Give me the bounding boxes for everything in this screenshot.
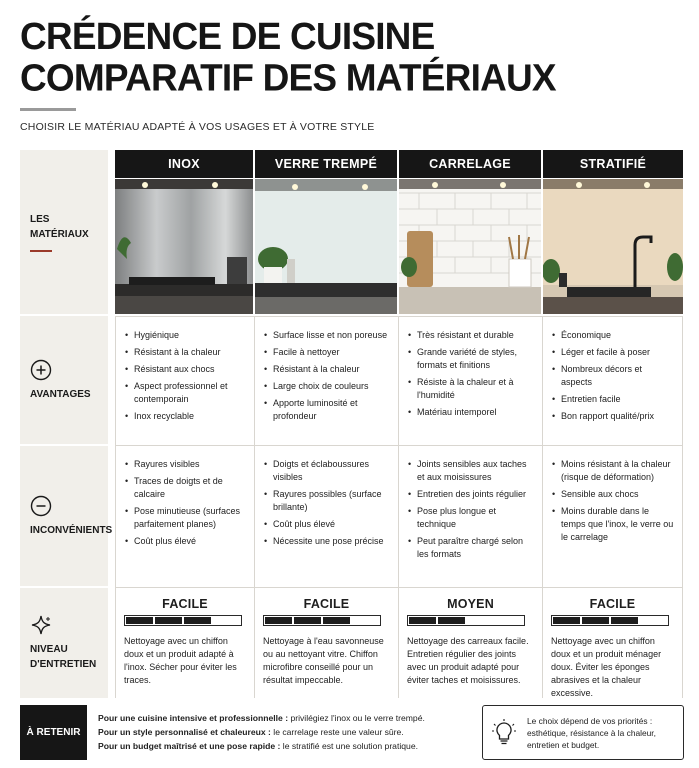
tip-line-bold: Pour un budget maîtrisé et une pose rapide : <box>98 741 281 751</box>
maintenance-cell-carrelage <box>399 588 543 698</box>
comparison-table <box>20 150 683 698</box>
disadvantages-list <box>124 458 246 548</box>
bar-segment <box>582 617 609 624</box>
page-title <box>20 15 680 99</box>
row-label-maintenance-line2: D'ENTRETIEN <box>30 659 97 670</box>
list-item: • Entretien facile <box>551 393 674 406</box>
list-item: • Sensible aux chocs <box>551 488 674 501</box>
maintenance-level: MOYEN <box>447 597 494 611</box>
retain-label: À RETENIR <box>20 705 87 760</box>
row-label-maintenance-line1: NIVEAU <box>30 644 68 655</box>
row-label-maintenance <box>20 588 108 698</box>
tip-text: Le choix dépend de vos priorités : esthétique, résistance à la chaleur, entretien et budget. <box>527 715 656 750</box>
list-item: • Grande variété de styles, formats et finitions <box>407 346 534 372</box>
list-item: • Très résistant et durable <box>407 329 534 342</box>
bar-segment <box>438 617 465 624</box>
column-header-stratifie: STRATIFIÉ <box>543 150 683 178</box>
list-item: • Traces de doigts et de calcaire <box>124 475 246 501</box>
list-item: • Résiste à la chaleur et à l'humidité <box>407 376 534 402</box>
plus-circle-icon <box>30 359 52 381</box>
tip-line-text: le carrelage reste une valeur sûre. <box>270 727 404 737</box>
advantages-cell-inox <box>115 316 255 446</box>
photo-inox <box>115 179 253 314</box>
tip-box <box>482 705 684 760</box>
tip-line-text: privilégiez l'inox ou le verre trempé. <box>288 713 425 723</box>
tip-line <box>98 711 478 725</box>
list-item: • Rayures possibles (surface brillante) <box>263 488 390 514</box>
maintenance-description: Nettoyage avec un chiffon doux et un produit adapté à l'inox. Sécher pour éviter les traces. <box>124 636 237 685</box>
maintenance-description: Nettoyage des carreaux facile. Entretien régulier des joints avec un produit adapté pour éviter taches et moisissures. <box>407 636 529 685</box>
retain-tips <box>98 711 478 753</box>
disadvantages-list <box>263 458 390 548</box>
row-label-disadvantages <box>20 446 113 586</box>
row-label-materials-line1: LES <box>30 214 50 225</box>
disadvantages-cell-verre <box>255 446 399 588</box>
advantages-cell-verre <box>255 316 399 446</box>
list-item: • Apporte luminosité et profondeur <box>263 397 390 423</box>
list-item: • Bon rapport qualité/prix <box>551 410 674 423</box>
title-line-2: COMPARATIF DES MATÉRIAUX <box>20 57 556 99</box>
list-item: • Inox recyclable <box>124 410 246 423</box>
list-item: • Aspect professionnel et contemporain <box>124 380 246 406</box>
disadvantages-cell-stratifie <box>543 446 683 588</box>
bar-segment <box>213 617 240 624</box>
advantages-list <box>407 329 534 419</box>
list-item: • Moins résistant à la chaleur (risque de déformation) <box>551 458 674 484</box>
bar-segment <box>184 617 211 624</box>
list-item: • Résistant aux chocs <box>124 363 246 376</box>
disadvantages-cell-inox <box>115 446 255 588</box>
advantages-cell-carrelage <box>399 316 543 446</box>
tip-line-bold: Pour un style personnalisé et chaleureux : <box>98 727 271 737</box>
maintenance-cell-verre <box>255 588 399 698</box>
list-item: • Nécessite une pose précise <box>263 535 390 548</box>
bar-segment <box>352 617 379 624</box>
photo-stratifie <box>543 179 683 314</box>
list-item: • Peut paraître chargé selon les formats <box>407 535 534 561</box>
list-item: • Pose plus longue et technique <box>407 505 534 531</box>
list-item: • Surface lisse et non poreuse <box>263 329 390 342</box>
list-item: • Coût plus élevé <box>263 518 390 531</box>
maintenance-level: FACILE <box>589 597 636 611</box>
list-item: • Doigts et éclaboussures visibles <box>263 458 390 484</box>
row-label-advantages <box>20 316 108 444</box>
row-label-materials <box>20 150 108 314</box>
disadvantages-list <box>551 458 674 544</box>
title-line-1: CRÉDENCE DE CUISINE <box>20 15 435 57</box>
bar-segment <box>155 617 182 624</box>
tip-line-text: le stratifié est une solution pratique. <box>280 741 418 751</box>
disadvantages-list <box>407 458 534 561</box>
advantages-list <box>263 329 390 423</box>
list-item: • Résistant à la chaleur <box>124 346 246 359</box>
title-divider <box>20 108 76 111</box>
bar-segment <box>409 617 436 624</box>
bar-segment <box>265 617 292 624</box>
maintenance-description: Nettoyage à l'eau savonneuse ou au nettoyant vitre. Chiffon microfibre conseillé pour un résultat impeccable. <box>263 636 384 685</box>
maintenance-level: FACILE <box>162 597 208 611</box>
list-item: • Matériau intemporel <box>407 406 534 419</box>
tip-line <box>98 725 478 739</box>
column-header-verre: VERRE TREMPÉ <box>255 150 397 178</box>
advantages-list <box>551 329 674 423</box>
maintenance-cell-stratifie <box>543 588 683 698</box>
list-item: • Pose minutieuse (surfaces parfaitement planes) <box>124 505 246 531</box>
subtitle: CHOISIR LE MATÉRIAU ADAPTÉ À VOS USAGES ET À VOTRE STYLE <box>20 121 375 133</box>
list-item: • Moins durable dans le temps que l'inox, le verre ou le carrelage <box>551 505 674 544</box>
maintenance-description: Nettoyage avec un chiffon doux et un produit ménager doux. Éviter les éponges abrasives et la chaleur excessive. <box>551 636 662 698</box>
accent-underline <box>30 250 52 252</box>
list-item: • Rayures visibles <box>124 458 246 471</box>
list-item: • Résistant à la chaleur <box>263 363 390 376</box>
row-label-materials-line2: MATÉRIAUX <box>30 229 89 240</box>
disadvantages-cell-carrelage <box>399 446 543 588</box>
row-label-disadvantages-text: INCONVÉNIENTS <box>30 524 113 536</box>
tip-line-bold: Pour une cuisine intensive et professionnelle : <box>98 713 289 723</box>
row-label-advantages-text: AVANTAGES <box>30 388 91 400</box>
bar-segment <box>467 617 494 624</box>
photo-verre <box>255 179 397 314</box>
maintenance-level-bar <box>407 615 525 626</box>
maintenance-level-bar <box>551 615 669 626</box>
list-item: • Hygiénique <box>124 329 246 342</box>
list-item: • Coût plus élevé <box>124 535 246 548</box>
column-header-inox: INOX <box>115 150 253 178</box>
list-item: • Large choix de couleurs <box>263 380 390 393</box>
list-item: • Entretien des joints régulier <box>407 488 534 501</box>
bar-segment <box>640 617 667 624</box>
maintenance-level-bar <box>263 615 381 626</box>
list-item: • Joints sensibles aux taches et aux moisissures <box>407 458 534 484</box>
advantages-cell-stratifie <box>543 316 683 446</box>
list-item: • Nombreux décors et aspects <box>551 363 674 389</box>
maintenance-level-bar <box>124 615 242 626</box>
maintenance-cell-inox <box>115 588 255 698</box>
column-header-carrelage: CARRELAGE <box>399 150 541 178</box>
tip-line <box>98 739 478 753</box>
advantages-list <box>124 329 246 423</box>
bar-segment <box>323 617 350 624</box>
maintenance-level: FACILE <box>303 597 350 611</box>
minus-circle-icon <box>30 495 52 517</box>
lightbulb-icon <box>491 718 517 748</box>
list-item: • Économique <box>551 329 674 342</box>
list-item: • Léger et facile à poser <box>551 346 674 359</box>
bar-segment <box>553 617 580 624</box>
bar-segment <box>611 617 638 624</box>
photo-carrelage <box>399 179 541 314</box>
sparkle-icon <box>30 614 52 636</box>
bar-segment <box>294 617 321 624</box>
list-item: • Facile à nettoyer <box>263 346 390 359</box>
bar-segment <box>126 617 153 624</box>
bar-segment <box>496 617 523 624</box>
